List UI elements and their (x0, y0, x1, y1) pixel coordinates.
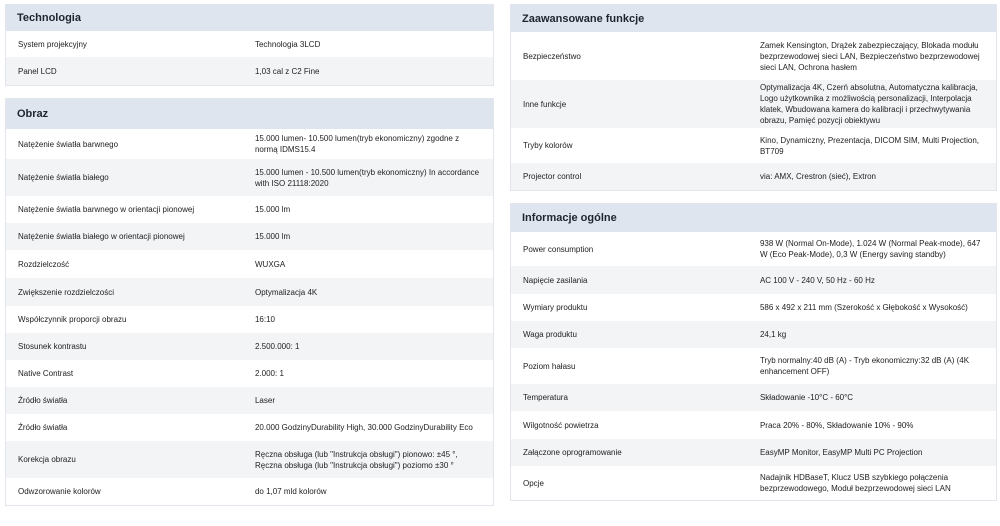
spec-row (6, 478, 493, 505)
section-zaawansowane-funkcje (510, 4, 997, 191)
spec-row (511, 439, 996, 466)
spec-row (6, 57, 493, 85)
spec-label: Odwzorowanie kolorów (18, 487, 101, 496)
spec-row (511, 294, 996, 321)
right-column (510, 4, 997, 501)
spec-value: 15.000 lm (254, 205, 291, 214)
spec-value: Optymalizacja 4K (254, 287, 318, 297)
spec-label: System projekcyjny (18, 39, 87, 49)
spec-row (511, 384, 996, 411)
spec-row (6, 196, 493, 223)
spec-label: Rozdzielczość (18, 259, 70, 269)
spec-value: 2.500.000: 1 (254, 342, 300, 351)
spec-row (511, 321, 996, 348)
spec-row (511, 266, 996, 294)
spec-row (511, 232, 996, 266)
spec-value: 16:10 (254, 315, 276, 324)
spec-value: Technologia 3LCD (254, 39, 321, 49)
spec-label: Korekcja obrazu (18, 455, 76, 464)
section-informacje-ogolne (510, 203, 997, 501)
section-obraz (5, 98, 494, 506)
spec-label: Stosunek kontrastu (18, 342, 87, 351)
spec-row (6, 278, 493, 306)
spec-label: Panel LCD (18, 66, 57, 76)
spec-row (6, 387, 493, 414)
section-technologia (5, 4, 494, 86)
section-title: Zaawansowane funkcje (511, 5, 996, 32)
spec-label: Wymiary produktu (523, 303, 588, 312)
spec-label: Inne funkcje (523, 99, 567, 109)
spec-row (6, 223, 493, 250)
spec-value: 586 x 492 x 211 mm (Szerokość x Głębokość x Wysokość) (759, 303, 968, 312)
spec-row (511, 128, 996, 163)
spec-label: Napięcie zasilania (523, 275, 588, 285)
spec-label: Natężenie światła barwnego w orientacji pionowej (18, 205, 195, 214)
spec-value: 2.000: 1 (254, 369, 284, 378)
spec-value: Ręczna obsługa (lub "Instrukcja obsługi") pionowo: ±45 °, Ręczna obsługa (lub "Instrukcja obsługi") poziomo ±30 ° (254, 449, 458, 470)
spec-value: Nadajnik HDBaseT, Klucz USB szybkiego połączenia bezprzewodowego, Moduł bezprzewodowej sieci LAN (759, 473, 951, 493)
spec-value: 20.000 GodzinyDurability High, 30.000 GodzinyDurability Eco (254, 423, 473, 432)
spec-value: WUXGA (254, 259, 286, 269)
spec-value: 24,1 kg (759, 330, 787, 339)
spec-rows (511, 232, 996, 500)
section-title: Technologia (6, 5, 493, 31)
spec-row (511, 348, 996, 384)
spec-value: do 1,07 mld kolorów (254, 487, 327, 496)
spec-value: 1,03 cal z C2 Fine (254, 66, 320, 76)
spec-label: Tryby kolorów (523, 141, 573, 150)
spec-value: 15.000 lumen- 10.500 lumen(tryb ekonomiczny) zgodne z normą IDMS15.4 (254, 134, 460, 154)
spec-row (6, 31, 493, 57)
spec-row (6, 250, 493, 278)
spec-row (511, 411, 996, 439)
spec-value: 15.000 lumen - 10.500 lumen(tryb ekonomiczny) In accordance with ISO 21118:2020 (254, 167, 480, 188)
spec-row (511, 466, 996, 500)
spec-label: Opcje (523, 478, 544, 488)
spec-rows (6, 31, 493, 85)
spec-label: Natężenie światła barwnego (18, 139, 119, 149)
spec-label: Waga produktu (523, 330, 577, 339)
spec-rows (511, 32, 996, 190)
spec-label: Źródło światła (18, 396, 68, 405)
spec-value: Tryb normalny:40 dB (A) - Tryb ekonomiczny:32 dB (A) (4K enhancement OFF) (759, 356, 970, 376)
spec-label: Załączone oprogramowanie (523, 448, 622, 457)
spec-label: Power consumption (523, 244, 594, 254)
spec-rows (6, 129, 493, 505)
spec-row (6, 333, 493, 360)
spec-value: AC 100 V - 240 V, 50 Hz - 60 Hz (759, 275, 875, 285)
spec-value: 938 W (Normal On-Mode), 1.024 W (Normal Peak-mode), 647 W (Eco Peak-Mode), 0,3 W (Energy saving standby) (759, 239, 981, 259)
section-title: Informacje ogólne (511, 204, 996, 232)
spec-label: Źródło światła (18, 423, 68, 432)
spec-row (511, 80, 996, 128)
spec-row (6, 414, 493, 441)
spec-label: Poziom hałasu (523, 361, 576, 371)
section-title: Obraz (6, 99, 493, 129)
spec-label: Native Contrast (18, 369, 74, 378)
spec-row (6, 441, 493, 478)
spec-value: Składowanie -10°C - 60°C (759, 393, 854, 402)
spec-label: Natężenie światła białego (18, 173, 109, 182)
spec-value: Optymalizacja 4K, Czerń absolutna, Automatyczna kalibracja, Logo użytkownika z możliwością personalizacji, Interpolacja klatek, Wbudowana kamera do kalibracji i przechwytywania obrazu, Pamięć pozycji obiektywu (759, 83, 978, 125)
spec-value: Laser (254, 396, 275, 405)
spec-row (6, 159, 493, 196)
spec-value: Kino, Dynamiczny, Prezentacja, DICOM SIM, Multi Projection, BT709 (759, 135, 979, 156)
spec-value: EasyMP Monitor, EasyMP Multi PC Projection (759, 448, 923, 457)
left-column (5, 4, 494, 506)
spec-row (6, 129, 493, 159)
spec-row (511, 163, 996, 190)
spec-value: 15.000 lm (254, 232, 291, 241)
spec-value: Zamek Kensington, Drążek zabezpieczający, Blokada modułu bezprzewodowej sieci LAN, Bezpieczeństwo bezprzewodowej sieci LAN, Ochrona hasłem (759, 40, 980, 72)
spec-label: Projector control (523, 172, 582, 181)
spec-row (511, 32, 996, 80)
spec-label: Natężenie światła białego w orientacji pionowej (18, 232, 185, 241)
spec-label: Wilgotność powietrza (523, 420, 599, 430)
spec-label: Bezpieczeństwo (523, 51, 581, 61)
spec-value: via: AMX, Crestron (sieć), Extron (759, 172, 876, 181)
spec-row (6, 306, 493, 333)
spec-value: Praca 20% - 80%, Składowanie 10% - 90% (759, 420, 914, 430)
spec-label: Temperatura (523, 393, 568, 402)
spec-label: Zwiększenie rozdzielczości (18, 287, 115, 297)
spec-row (6, 360, 493, 387)
spec-label: Współczynnik proporcji obrazu (18, 315, 127, 324)
